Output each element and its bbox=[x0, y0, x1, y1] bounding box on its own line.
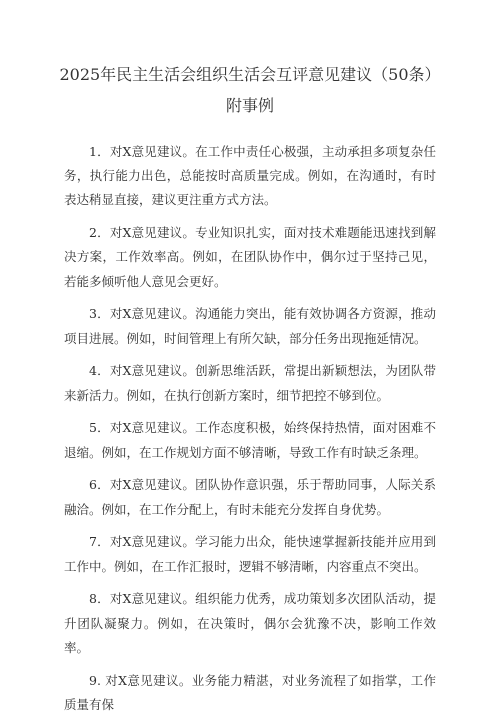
list-item bbox=[64, 587, 436, 660]
item-number: 2 bbox=[89, 225, 97, 241]
list-item bbox=[64, 359, 436, 407]
item-text: ．对X意见建议。沟通能力突出，能有效协调各方资源，推动项目进展。例如，时间管理上有所欠缺，部分任务出现拖延情况。 bbox=[64, 306, 436, 346]
list-item bbox=[64, 416, 436, 464]
item-number: 9 bbox=[89, 672, 97, 688]
item-text: ．对X意见建议。创新思维活跃，常提出新颖想法，为团队带来新活力。例如，在执行创新方案时，细节把控不够到位。 bbox=[64, 363, 436, 403]
document-subtitle: 附事例 bbox=[225, 96, 274, 115]
item-text: ．对X意见建议。在工作中责任心极强，主动承担多项复杂任务，执行能力出色，总能按时高质量完成。例如，在沟通时，有时表达稍显直接，建议更注重方式方法。 bbox=[64, 144, 436, 208]
item-number: 6 bbox=[89, 477, 97, 493]
list-item bbox=[64, 302, 436, 350]
item-number: 7 bbox=[89, 534, 97, 550]
list-item bbox=[64, 473, 436, 521]
item-number: 8 bbox=[89, 591, 97, 607]
item-text: ．对X意见建议。专业知识扎实，面对技术难题能迅速找到解决方案，工作效率高。例如，在团队协作中，偶尔过于坚持己见，若能多倾听他人意见会更好。 bbox=[64, 225, 436, 289]
item-text: ．对X意见建议。组织能力优秀，成功策划多次团队活动，提升团队凝聚力。例如，在决策时，偶尔会犹豫不决，影响工作效率。 bbox=[64, 591, 436, 655]
document-title: 2025年民主生活会组织生活会互评意见建议（50条） bbox=[59, 65, 441, 84]
list-item bbox=[64, 530, 436, 578]
item-number: 5 bbox=[89, 420, 97, 436]
item-text: . 对X意见建议。业务能力精湛，对业务流程了如指掌，工作质量有保 bbox=[64, 672, 436, 712]
list-item bbox=[64, 669, 436, 717]
list-item bbox=[64, 140, 436, 213]
item-number: 1 bbox=[89, 144, 97, 159]
item-text: ．对X意见建议。团队协作意识强，乐于帮助同事，人际关系融洽。例如，在工作分配上，有时未能充分发挥自身优势。 bbox=[64, 477, 436, 517]
list-item bbox=[64, 221, 436, 294]
item-text: ．对X意见建议。学习能力出众，能快速掌握新技能并应用到工作中。例如，在工作汇报时，逻辑不够清晰，内容重点不突出。 bbox=[64, 534, 436, 574]
item-number: 3 bbox=[89, 306, 97, 322]
document-body bbox=[64, 140, 436, 726]
item-text: ．对X意见建议。工作态度积极，始终保持热情，面对困难不退缩。例如，在工作规划方面不够清晰，导致工作有时缺乏条理。 bbox=[64, 420, 436, 460]
item-number: 4 bbox=[89, 363, 97, 379]
